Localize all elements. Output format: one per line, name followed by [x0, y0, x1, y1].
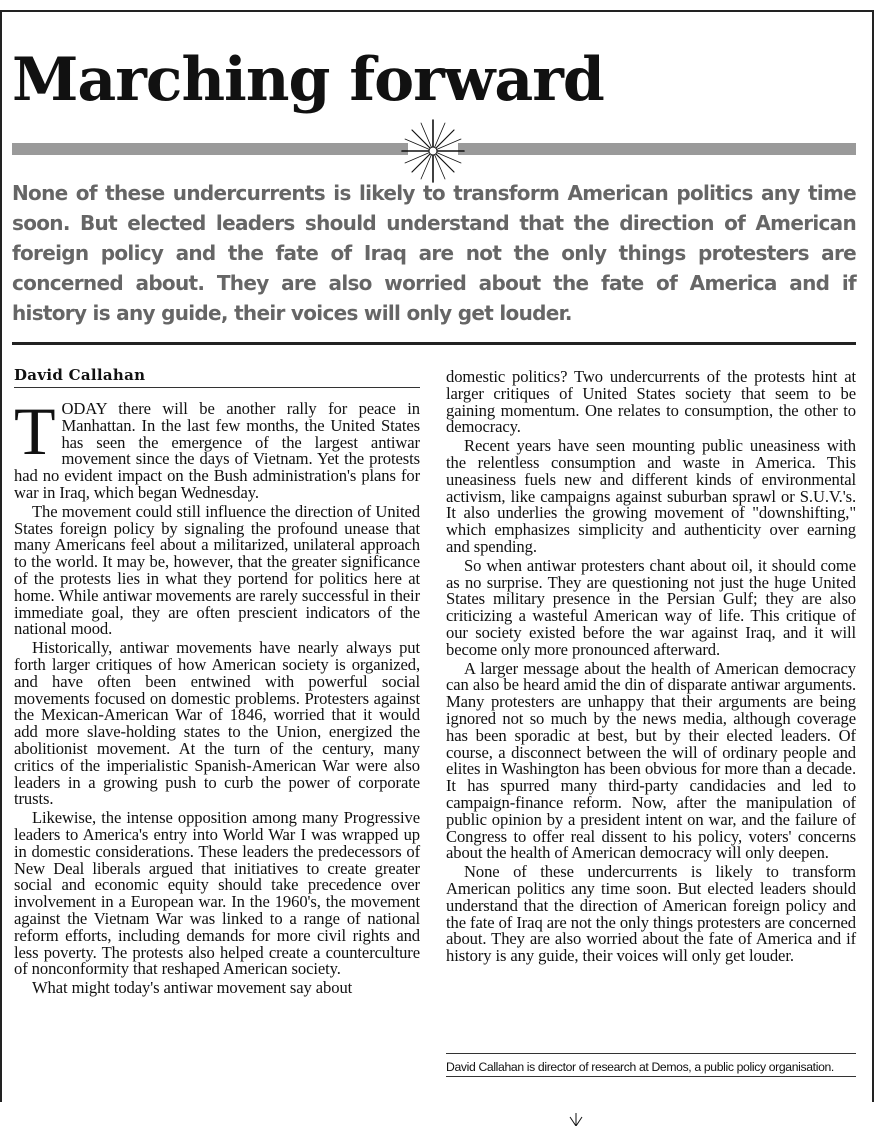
starburst-icon: [400, 118, 466, 184]
left-border: [0, 10, 2, 1102]
right-column: [446, 369, 856, 967]
headline: Marching forward: [12, 45, 604, 115]
credit-top-rule: [446, 1053, 856, 1054]
paragraph: What might today's antiwar movement say about: [32, 978, 353, 998]
paragraph: None of these undercurrents is likely to transform American politics any time soon. But elected leaders should understand that the direction of American foreign policy and the fate of Iraq are not the only things protesters are concerned about. They are also worried about the fate of America and if history is any guide, their voices will only get louder.: [446, 862, 856, 966]
credit-bottom-rule: [446, 1076, 856, 1077]
paragraph: Likewise, the intense opposition among many Progressive leaders to America's entry into World War I was wrapped up in domestic considerations. These leaders the predecessors of New Deal liberals argued that initiatives to create greater social and economic equity should take precedence over involvement in a European war. In the 1960's, the movement against the Vietnam War was linked to a range of national reform efforts, including demands for more civil rights and less poverty. The protests also helped create a counterculture of nonconformity that reshaped American society.: [14, 808, 420, 979]
deck-summary: None of these undercurrents is likely to transform American politics any time soon. But elected leaders should understand that the direction of American foreign policy and the fate of Iraq are not the only things protesters are concerned about. They are also worried about the fate of America and if history is any guide, their voices will only get louder.: [12, 181, 856, 325]
author-credit: David Callahan is director of research at Demos, a public policy organisation.: [446, 1060, 834, 1074]
paragraph: A larger message about the health of American democracy can also be heard amid the din of disparate antiwar arguments. Many protesters are unhappy that their arguments are being ignored not so much by the news media, although coverage has been sporadic at best, but by their elected leaders. Of course, a disconnect between the will of ordinary people and elites in Washington has been obvious for more than a decade. It has spurred many third-party candidacies and led to campaign-finance reform. Now, after the manipulation of public opinion by a president intent on war, and the failure of Congress to offer real dissent to his policy, voters' concerns about the health of American democracy will only deepen.: [446, 658, 856, 863]
left-column: [14, 393, 420, 999]
paragraph: The movement could still influence the direction of United States foreign policy by signaling the profound unease that many Americans feel about a militarized, unilateral approach to the world. It may be, however, that the greater significance of the protests lies in what they portend for politics here at home. While antiwar movements are rarely successful in their immediate goal, they are often prescient indicators of the national mood.: [14, 501, 420, 639]
paragraph: So when antiwar protesters chant about oil, it should come as no surprise. They are questioning not just the huge United States military presence in the Persian Gulf; they are also criticizing a wasteful American way of life. This critique of our society existed before the war against Iraq, and it will become only more pronounced afterward.: [446, 555, 856, 659]
continued-paragraph: domestic politics? Two undercurrents of the protests hint at larger critiques of United States society that seem to be gaining momentum. One relates to consumption, the other to democracy.: [446, 367, 856, 437]
paragraph: Historically, antiwar movements have nearly always put forth larger critiques of how American society is organized, and have often been entwined with powerful social movements focused on domestic problems. Protesters against the Mexican-American War of 1846, worried that it would add more slave-holding states to the Union, energized the abolitionist movement. At the turn of the century, many critics of the imperialistic Spanish-American War were also leaders in a growing push to curb the power of corporate trusts.: [14, 638, 420, 809]
byline-rule: [14, 387, 420, 388]
first-paragraph-text: ODAY there will be another rally for peace in Manhattan. In the last few months, the United States has seen the emergence of the largest antiwar movement since the days of Vietnam. Yet the protests had no evident impact on the Bush administration's plans for war in Iraq, which began Wednesday.: [14, 399, 420, 502]
first-paragraph: [14, 393, 420, 502]
top-border: [0, 10, 874, 12]
drop-cap: T: [14, 393, 56, 469]
deck-divider: [12, 342, 856, 345]
byline: David Callahan: [14, 366, 146, 384]
paragraph: Recent years have seen mounting public uneasiness with the relentless consumption and waste in America. This uneasiness fuels new and different kinds of environmental activism, like campaigns against suburban sprawl or S.U.V.'s. It also underlies the growing movement of "downshifting," which emphasizes simplicity and authenticity over earning and spending.: [446, 436, 856, 556]
